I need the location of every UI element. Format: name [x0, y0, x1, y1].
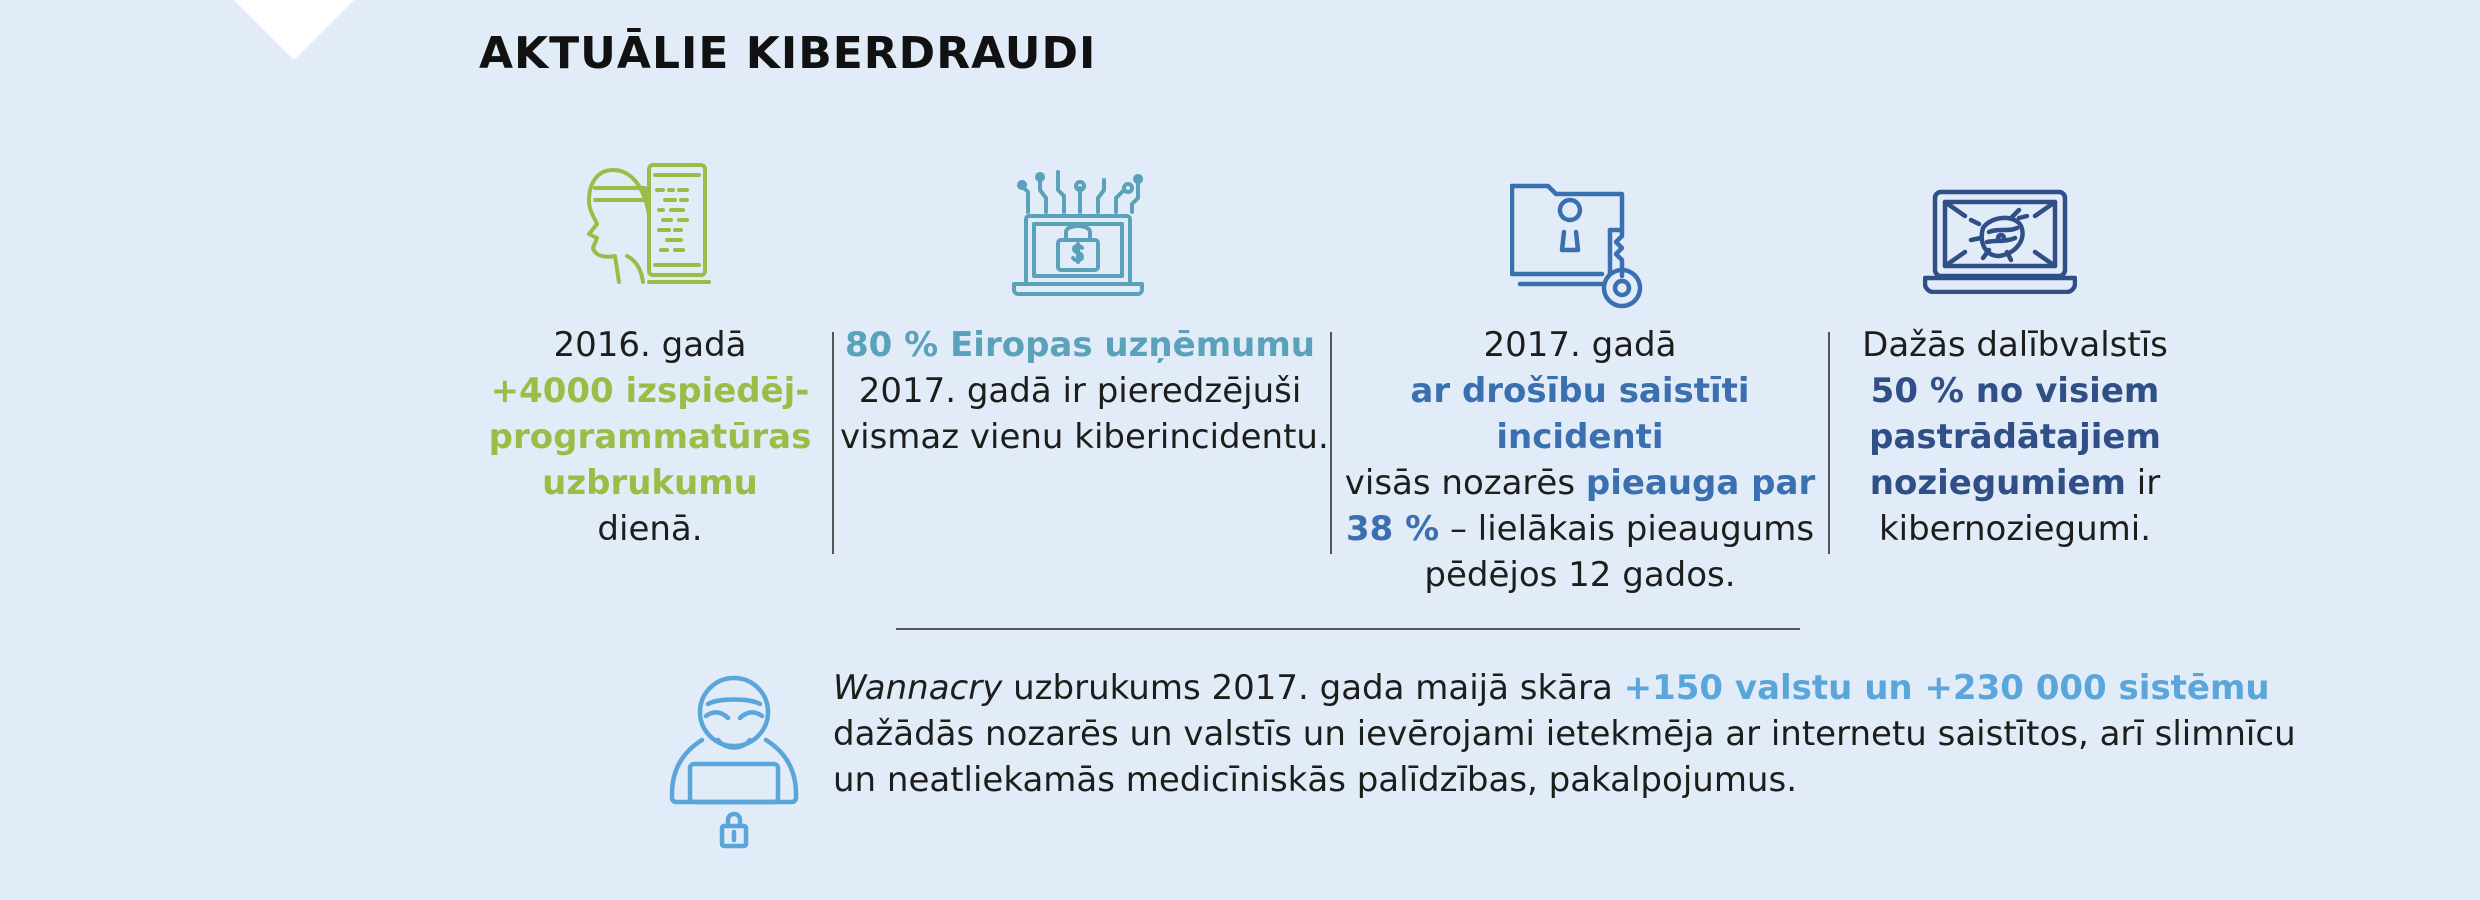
stat-incidents-line-5-text: – lielākais pieaugums — [1439, 509, 1815, 549]
wannacry-line-2: dažādās nozarēs un valstīs un ievērojami ietekmēja ar internetu saistītos, arī slimnīcu — [833, 714, 2296, 754]
stat-ransomware-highlight-2: programmatūras — [488, 417, 812, 457]
stat-cybercrime-line-1: Dažās dalībvalstīs — [1862, 325, 2168, 365]
wannacry-statement — [833, 665, 2296, 803]
stat-incidents-highlight-1: ar drošību saistīti — [1410, 371, 1750, 411]
decorative-notch — [234, 0, 354, 60]
stat-security-incidents — [1340, 322, 1820, 598]
stat-incidents-line-6: pēdējos 12 gados. — [1424, 555, 1736, 595]
stat-ransomware — [480, 322, 820, 552]
stat-ransomware-year: 2016. gadā — [553, 325, 747, 365]
page-title: AKTUĀLIE KIBERDRAUDI — [479, 28, 1097, 79]
stat-cybercrime-highlight-2: pastrādātajiem — [1869, 417, 2161, 457]
stat-cybercrime-line-5: kibernoziegumi. — [1878, 509, 2152, 549]
stat-incidents-line-4-text: visās nozarēs — [1344, 463, 1586, 503]
wannacry-line-1-text: uzbrukums 2017. gada maijā skāra — [1002, 668, 1624, 708]
stat-businesses-line-3: vismaz vienu kiberincidentu. — [840, 417, 1329, 457]
stat-cybercrime-highlight-3: noziegumiem — [1869, 463, 2126, 503]
hacker-computer-icon — [585, 160, 715, 290]
stat-cybercrime-line-4-text: ir — [2125, 463, 2161, 503]
stat-businesses — [840, 322, 1329, 460]
stat-ransomware-highlight-1: +4000 izspiedēj- — [490, 371, 810, 411]
ransomware-laptop-icon — [1012, 168, 1144, 298]
stat-incidents-line-4-highlight: pieauga par — [1585, 463, 1816, 503]
stat-businesses-line-2: 2017. gadā ir pieredzējuši — [858, 371, 1302, 411]
wannacry-highlight: +150 valstu un +230 000 sistēmu — [1623, 668, 2270, 708]
stat-incidents-line-5 — [1340, 506, 1820, 552]
hooded-hacker-icon — [668, 670, 802, 856]
stat-businesses-highlight: 80 % Eiropas uzņēmumu — [845, 325, 1315, 365]
stat-incidents-line-4 — [1340, 460, 1820, 506]
laptop-bug-icon — [1923, 188, 2077, 294]
wannacry-name: Wannacry — [833, 668, 1003, 708]
wannacry-line-3: un neatliekamās medicīniskās palīdzības, pakalpojumus. — [833, 760, 1798, 800]
stat-incidents-highlight-2: incidenti — [1496, 417, 1664, 457]
wannacry-line-1 — [833, 665, 2270, 711]
column-divider — [1828, 332, 1830, 554]
folder-key-icon — [1510, 180, 1656, 310]
stat-ransomware-highlight-3: uzbrukumu — [542, 463, 758, 503]
stat-incidents-year: 2017. gadā — [1483, 325, 1677, 365]
horizontal-divider — [896, 628, 1800, 630]
column-divider — [832, 332, 834, 554]
stat-cybercrime-highlight-1: 50 % no visiem — [1870, 371, 2160, 411]
stat-ransomware-suffix: dienā. — [597, 509, 703, 549]
stat-incidents-line-5-highlight: 38 % — [1345, 509, 1440, 549]
stat-cybercrime — [1840, 322, 2190, 552]
column-divider — [1330, 332, 1332, 554]
stat-cybercrime-line-4 — [1840, 460, 2190, 506]
